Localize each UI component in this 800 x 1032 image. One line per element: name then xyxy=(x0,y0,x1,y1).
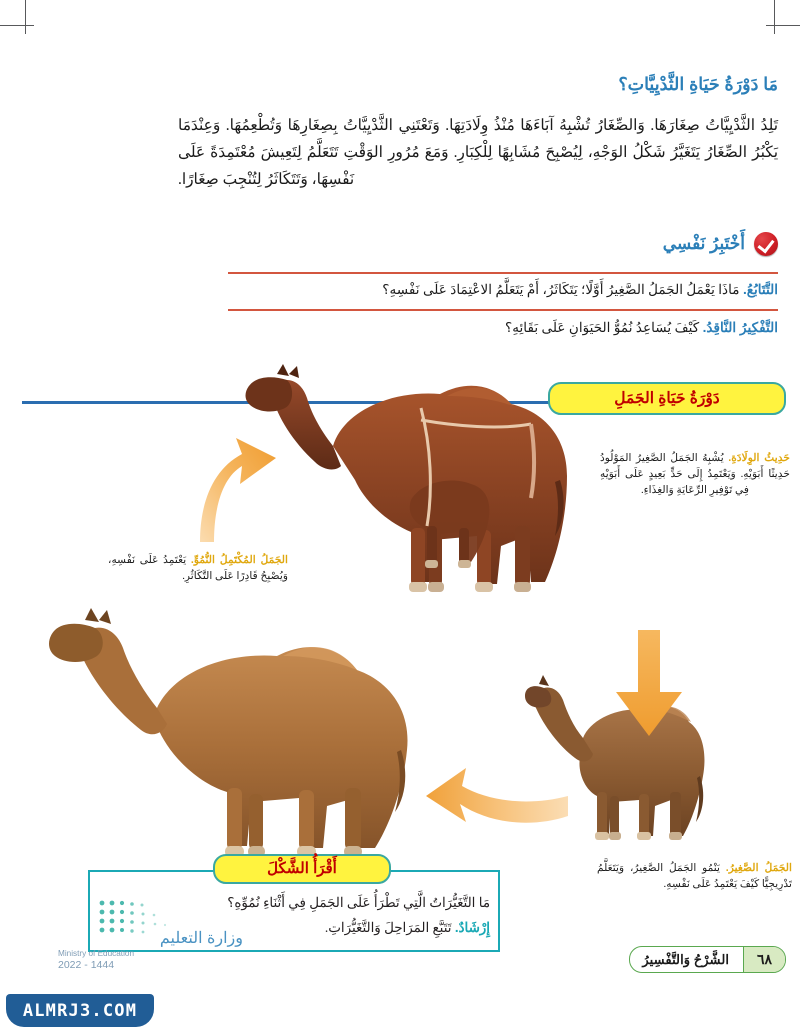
read-figure-hint-text: تَتَبَّعِ المَرَاحِلَ وَالتَّغَيُّرَاتِ. xyxy=(324,920,452,935)
self-check-divider-bottom xyxy=(228,309,778,311)
site-watermark: ALMRJ3.COM xyxy=(6,994,154,1027)
red-check-circle-icon xyxy=(754,232,778,256)
question-2-label: التَّفْكِيرُ النَّاقِدُ. xyxy=(702,320,778,335)
arrow-left-icon xyxy=(420,760,570,840)
caption-newborn-term: حَدِيثُ الوِلَادَةِ. xyxy=(728,452,790,464)
ministry-name-arabic: وزارة التعليم xyxy=(159,930,243,947)
life-cycle-banner: دَوْرَةُ حَيَاةِ الجَمَلِ xyxy=(548,382,786,415)
footer-section-title: الشَّرْحُ وَالتَّفْسِيرُ xyxy=(642,951,729,967)
walking-adult-camel-photo xyxy=(45,592,445,872)
self-check-divider-top xyxy=(228,272,778,274)
read-figure-hint-label: إِرْشَادٌ. xyxy=(454,920,490,935)
caption-adult-camel xyxy=(108,552,288,584)
question-2-text: كَيْفَ يُسَاعِدُ نُمُوُّ الحَيَوَانِ عَلَى بَقَائِهِ؟ xyxy=(505,320,700,335)
caption-newborn xyxy=(600,450,790,498)
self-check-question-2 xyxy=(228,318,778,338)
self-check-question-1 xyxy=(228,280,778,300)
footer-section-tab xyxy=(629,946,786,973)
read-figure-question: مَا التَّغَيُّرَاتُ الَّتِي تَطْرَأُ عَلَى الجَمَلِ فِي أَثْنَاءِ نُمُوِّهِ؟ xyxy=(227,895,490,910)
caption-young-camel xyxy=(597,860,792,892)
caption-adult-term: الجَمَلُ المُكْتَمِلُ النُّمُوِّ. xyxy=(190,554,289,566)
question-1-text: مَاذَا يَعْمَلُ الجَمَلُ الصَّغِيرُ أَوَّلًا؛ يَتَكَاثَرُ، أَمْ يَتَعَلَّمُ الاعْتِمَادَ عَلَى نَفْسِهِ؟ xyxy=(382,282,740,297)
ministry-years: 2022 - 1444 xyxy=(58,959,115,971)
arrow-down-icon xyxy=(604,630,694,740)
page-number: ٦٨ xyxy=(743,947,785,972)
lesson-paragraph: تَلِدُ الثَّدْيِيَّاتُ صِغَارَهَا. وَالصِّغَارُ تُشْبِهُ آبَاءَهَا مُنْذُ وِلَادَتِهَا. وَتَعْتَنِي الثَّدْيِيَّاتُ بِصِغَارِهَا وَتُطْعِمُهَا. وَعِنْدَمَا يَكْبُرُ الصِّغَارُ يَتَغَيَّرُ شَكْلُ الوَجْهِ، لِيُصْبِحَ مُشَابِهًا لِلْكِبَارِ. وَمَعَ مُرُورِ الوَقْتِ تَتَعَلَّمُ لِتَعِيشَ مُعْتَمِدَةً عَلَى نَفْسِهَا، وَتَتَكَاثَرُ لِتُنْجِبَ صِغَارًا. xyxy=(178,117,778,188)
ministry-logo xyxy=(58,928,243,971)
caption-adult-text: يَعْتَمِدُ عَلَى نَفْسِهِ، وَيُصْبِحُ قَادِرًا عَلَى التَّكَاثُرِ. xyxy=(108,554,288,582)
lesson-heading: مَا دَوْرَةُ حَيَاةِ الثَّدْيِيَّاتِ؟ xyxy=(618,74,778,94)
arrow-up-icon xyxy=(192,432,282,547)
read-figure-banner: أَقْرَأُ الشَّكْلَ xyxy=(213,854,391,884)
caption-newborn-text: يُشْبِهُ الجَمَلُ الصَّغِيرُ المَوْلُودُ حَدِيثًا أَبَوَيْهِ. وَيَعْتَمِدُ إِلَى حَدٍّ بَعِيدٍ عَلَى أَبَوَيْهِ فِي تَوْفِيرِ الرِّعَايَةِ وَالغِذَاءِ. xyxy=(600,452,790,496)
caption-young-term: الجَمَلُ الصَّغِيرُ. xyxy=(725,862,793,874)
self-check-header xyxy=(663,232,778,256)
self-check-title: أَخْتَبِرُ نَفْسِي xyxy=(662,234,745,253)
question-1-label: التَّتَابُعُ. xyxy=(742,282,778,297)
ministry-name-english: Ministry of Education xyxy=(58,949,134,958)
camel-life-cycle-diagram xyxy=(0,352,800,952)
caption-young-text: يَنْمُو الجَمَلُ الصَّغِيرُ، وَيَتَعَلَّمُ تَدْرِيجِيًّا كَيْفَ يَعْتَمِدُ عَلَى نَفْسِهِ. xyxy=(597,862,792,890)
